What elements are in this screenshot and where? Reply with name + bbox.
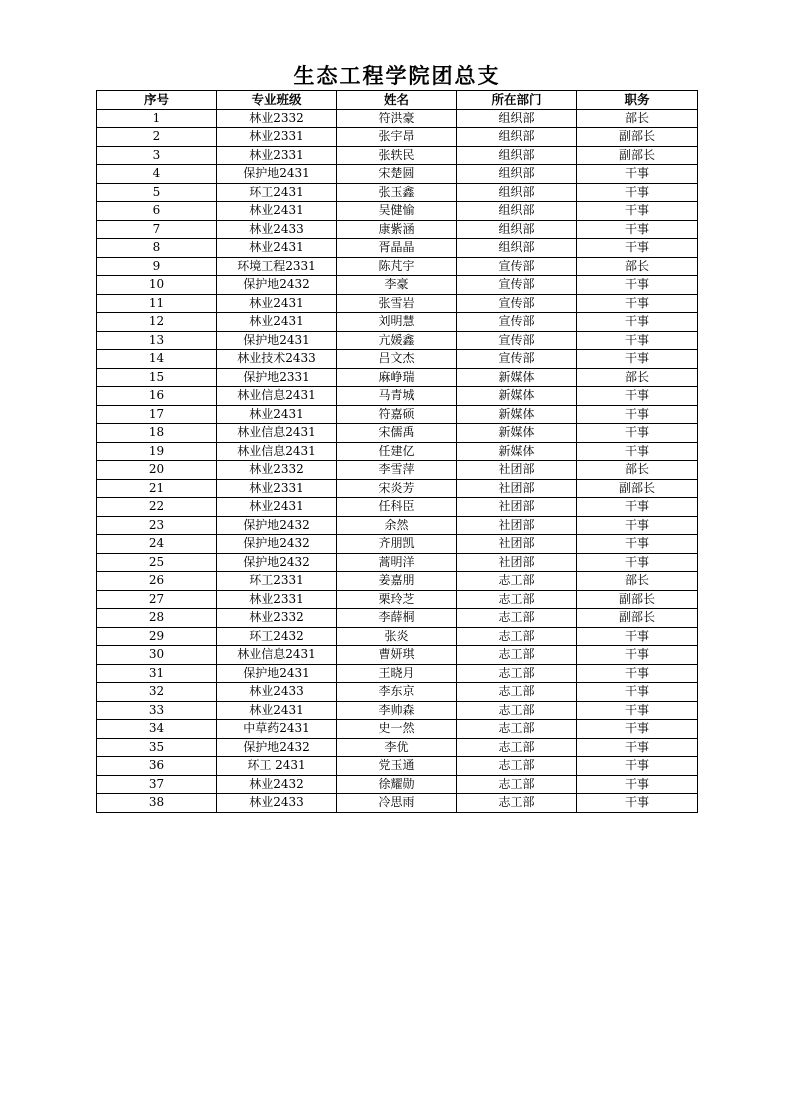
cell-class: 保护地2431 [217, 331, 337, 350]
table-row [97, 498, 698, 517]
cell-name: 李帅森 [337, 701, 457, 720]
table-row [97, 479, 698, 498]
cell-index: 31 [97, 664, 217, 683]
cell-name: 刘明慧 [337, 313, 457, 332]
cell-name: 冷思雨 [337, 794, 457, 813]
cell-class: 林业2433 [217, 794, 337, 813]
cell-index: 10 [97, 276, 217, 295]
cell-position: 部长 [577, 109, 698, 128]
table-row [97, 701, 698, 720]
cell-class: 林业2332 [217, 461, 337, 480]
table-row [97, 794, 698, 813]
cell-class: 保护地2431 [217, 664, 337, 683]
cell-name: 吴健愉 [337, 202, 457, 221]
cell-name: 宋儒禹 [337, 424, 457, 443]
cell-name: 马青城 [337, 387, 457, 406]
cell-position: 干事 [577, 313, 698, 332]
cell-department: 志工部 [457, 664, 577, 683]
table-row [97, 590, 698, 609]
cell-department: 志工部 [457, 609, 577, 628]
table-row [97, 405, 698, 424]
column-header-class: 专业班级 [217, 91, 337, 110]
cell-class: 林业2433 [217, 683, 337, 702]
cell-class: 林业2332 [217, 109, 337, 128]
table-header [97, 91, 698, 110]
cell-class: 林业2431 [217, 701, 337, 720]
cell-index: 24 [97, 535, 217, 554]
cell-department: 组织部 [457, 220, 577, 239]
cell-class: 保护地2432 [217, 516, 337, 535]
cell-department: 志工部 [457, 646, 577, 665]
cell-position: 副部长 [577, 128, 698, 147]
cell-department: 志工部 [457, 720, 577, 739]
cell-position: 干事 [577, 720, 698, 739]
cell-department: 宣传部 [457, 257, 577, 276]
cell-class: 保护地2331 [217, 368, 337, 387]
table-row [97, 276, 698, 295]
cell-class: 保护地2432 [217, 535, 337, 554]
cell-class: 林业2431 [217, 202, 337, 221]
cell-department: 组织部 [457, 146, 577, 165]
cell-name: 李优 [337, 738, 457, 757]
cell-index: 11 [97, 294, 217, 313]
cell-department: 志工部 [457, 757, 577, 776]
cell-class: 环境工程2331 [217, 257, 337, 276]
table-row [97, 683, 698, 702]
cell-index: 26 [97, 572, 217, 591]
cell-name: 胥晶晶 [337, 239, 457, 258]
cell-department: 宣传部 [457, 276, 577, 295]
table-row [97, 368, 698, 387]
cell-class: 林业2431 [217, 313, 337, 332]
table-row [97, 609, 698, 628]
cell-index: 29 [97, 627, 217, 646]
cell-position: 干事 [577, 794, 698, 813]
column-header-name: 姓名 [337, 91, 457, 110]
cell-position: 干事 [577, 442, 698, 461]
cell-class: 保护地2432 [217, 276, 337, 295]
cell-name: 姜嘉朋 [337, 572, 457, 591]
table-row [97, 128, 698, 147]
cell-position: 部长 [577, 461, 698, 480]
table-row [97, 387, 698, 406]
page-title: 生态工程学院团总支 [293, 64, 501, 88]
table-row [97, 720, 698, 739]
cell-position: 干事 [577, 701, 698, 720]
table-row [97, 516, 698, 535]
cell-class: 林业2431 [217, 294, 337, 313]
cell-index: 7 [97, 220, 217, 239]
cell-position: 干事 [577, 553, 698, 572]
cell-class: 林业信息2431 [217, 387, 337, 406]
cell-index: 21 [97, 479, 217, 498]
cell-index: 3 [97, 146, 217, 165]
cell-department: 新媒体 [457, 442, 577, 461]
cell-class: 环工 2431 [217, 757, 337, 776]
cell-name: 徐耀勋 [337, 775, 457, 794]
cell-department: 组织部 [457, 109, 577, 128]
cell-position: 干事 [577, 294, 698, 313]
cell-index: 13 [97, 331, 217, 350]
table-row [97, 146, 698, 165]
cell-name: 符嘉硕 [337, 405, 457, 424]
cell-class: 环工2331 [217, 572, 337, 591]
cell-name: 麻峥瑞 [337, 368, 457, 387]
cell-position: 干事 [577, 350, 698, 369]
cell-index: 1 [97, 109, 217, 128]
cell-name: 张轶民 [337, 146, 457, 165]
table-row [97, 331, 698, 350]
cell-index: 35 [97, 738, 217, 757]
cell-class: 林业2432 [217, 775, 337, 794]
cell-department: 宣传部 [457, 331, 577, 350]
cell-index: 4 [97, 165, 217, 184]
cell-position: 干事 [577, 183, 698, 202]
cell-class: 保护地2431 [217, 165, 337, 184]
cell-index: 14 [97, 350, 217, 369]
cell-name: 蒿明洋 [337, 553, 457, 572]
cell-department: 新媒体 [457, 405, 577, 424]
cell-position: 干事 [577, 498, 698, 517]
cell-department: 社团部 [457, 553, 577, 572]
cell-department: 社团部 [457, 461, 577, 480]
cell-department: 志工部 [457, 590, 577, 609]
cell-class: 林业2331 [217, 146, 337, 165]
cell-department: 组织部 [457, 128, 577, 147]
column-header-position: 职务 [577, 91, 698, 110]
cell-index: 27 [97, 590, 217, 609]
cell-position: 干事 [577, 738, 698, 757]
cell-index: 25 [97, 553, 217, 572]
cell-department: 组织部 [457, 239, 577, 258]
cell-department: 志工部 [457, 775, 577, 794]
cell-name: 李薛桐 [337, 609, 457, 628]
cell-name: 曹妍琪 [337, 646, 457, 665]
cell-name: 王晓月 [337, 664, 457, 683]
cell-class: 环工2432 [217, 627, 337, 646]
cell-department: 宣传部 [457, 313, 577, 332]
cell-department: 志工部 [457, 701, 577, 720]
cell-class: 保护地2432 [217, 738, 337, 757]
cell-department: 组织部 [457, 183, 577, 202]
cell-position: 副部长 [577, 590, 698, 609]
cell-department: 社团部 [457, 516, 577, 535]
cell-class: 林业2431 [217, 405, 337, 424]
cell-position: 副部长 [577, 146, 698, 165]
cell-name: 张雪岩 [337, 294, 457, 313]
cell-department: 组织部 [457, 202, 577, 221]
cell-position: 干事 [577, 664, 698, 683]
cell-index: 22 [97, 498, 217, 517]
cell-department: 志工部 [457, 572, 577, 591]
cell-index: 5 [97, 183, 217, 202]
cell-name: 李豪 [337, 276, 457, 295]
cell-department: 新媒体 [457, 424, 577, 443]
cell-class: 中草药2431 [217, 720, 337, 739]
cell-department: 社团部 [457, 479, 577, 498]
cell-index: 30 [97, 646, 217, 665]
table-row [97, 183, 698, 202]
cell-department: 宣传部 [457, 294, 577, 313]
cell-name: 余然 [337, 516, 457, 535]
table-row [97, 220, 698, 239]
cell-index: 28 [97, 609, 217, 628]
cell-class: 林业2431 [217, 239, 337, 258]
cell-name: 李雪萍 [337, 461, 457, 480]
cell-department: 志工部 [457, 738, 577, 757]
table-row [97, 553, 698, 572]
cell-position: 干事 [577, 387, 698, 406]
table-row [97, 664, 698, 683]
cell-index: 37 [97, 775, 217, 794]
cell-department: 组织部 [457, 165, 577, 184]
cell-name: 吕文杰 [337, 350, 457, 369]
cell-name: 宋楚圆 [337, 165, 457, 184]
cell-index: 36 [97, 757, 217, 776]
cell-name: 张宇昂 [337, 128, 457, 147]
cell-class: 林业信息2431 [217, 424, 337, 443]
cell-position: 干事 [577, 165, 698, 184]
cell-index: 23 [97, 516, 217, 535]
cell-position: 干事 [577, 405, 698, 424]
cell-index: 9 [97, 257, 217, 276]
column-header-index: 序号 [97, 91, 217, 110]
cell-index: 2 [97, 128, 217, 147]
cell-name: 任科臣 [337, 498, 457, 517]
cell-index: 33 [97, 701, 217, 720]
cell-department: 新媒体 [457, 387, 577, 406]
cell-position: 干事 [577, 276, 698, 295]
cell-position: 干事 [577, 516, 698, 535]
cell-index: 18 [97, 424, 217, 443]
cell-position: 干事 [577, 535, 698, 554]
cell-name: 亢媛鑫 [337, 331, 457, 350]
cell-position: 部长 [577, 572, 698, 591]
cell-name: 任建亿 [337, 442, 457, 461]
cell-position: 干事 [577, 202, 698, 221]
column-header-department: 所在部门 [457, 91, 577, 110]
cell-position: 干事 [577, 757, 698, 776]
cell-class: 林业2433 [217, 220, 337, 239]
cell-position: 干事 [577, 683, 698, 702]
cell-index: 6 [97, 202, 217, 221]
table-row [97, 165, 698, 184]
table-row [97, 442, 698, 461]
table-row [97, 239, 698, 258]
cell-department: 志工部 [457, 794, 577, 813]
cell-position: 干事 [577, 220, 698, 239]
cell-department: 宣传部 [457, 350, 577, 369]
header-row [97, 91, 698, 110]
cell-name: 康紫涵 [337, 220, 457, 239]
cell-index: 34 [97, 720, 217, 739]
cell-class: 林业技术2433 [217, 350, 337, 369]
cell-department: 新媒体 [457, 368, 577, 387]
cell-name: 符洪豪 [337, 109, 457, 128]
table-row [97, 646, 698, 665]
cell-position: 副部长 [577, 479, 698, 498]
cell-department: 志工部 [457, 683, 577, 702]
cell-class: 林业2431 [217, 498, 337, 517]
table-row [97, 202, 698, 221]
cell-class: 林业2331 [217, 479, 337, 498]
cell-position: 干事 [577, 331, 698, 350]
cell-name: 李东京 [337, 683, 457, 702]
cell-position: 干事 [577, 627, 698, 646]
cell-class: 环工2431 [217, 183, 337, 202]
cell-position: 副部长 [577, 609, 698, 628]
cell-class: 林业信息2431 [217, 646, 337, 665]
table-row [97, 424, 698, 443]
cell-class: 林业2332 [217, 609, 337, 628]
table-row [97, 294, 698, 313]
cell-index: 16 [97, 387, 217, 406]
cell-name: 张玉鑫 [337, 183, 457, 202]
cell-name: 宋炎芳 [337, 479, 457, 498]
table-row [97, 627, 698, 646]
cell-department: 社团部 [457, 535, 577, 554]
table-row [97, 775, 698, 794]
table-row [97, 738, 698, 757]
table-body [97, 109, 698, 812]
table-row [97, 572, 698, 591]
cell-position: 部长 [577, 368, 698, 387]
table-row [97, 257, 698, 276]
cell-name: 栗玲芝 [337, 590, 457, 609]
cell-name: 史一然 [337, 720, 457, 739]
cell-position: 干事 [577, 424, 698, 443]
cell-position: 干事 [577, 646, 698, 665]
cell-position: 干事 [577, 239, 698, 258]
table-row [97, 350, 698, 369]
cell-index: 12 [97, 313, 217, 332]
cell-class: 林业2331 [217, 128, 337, 147]
cell-name: 齐朋凯 [337, 535, 457, 554]
cell-department: 社团部 [457, 498, 577, 517]
cell-name: 党玉通 [337, 757, 457, 776]
cell-position: 干事 [577, 775, 698, 794]
cell-index: 20 [97, 461, 217, 480]
cell-index: 15 [97, 368, 217, 387]
cell-index: 32 [97, 683, 217, 702]
table-row [97, 535, 698, 554]
cell-name: 张炎 [337, 627, 457, 646]
cell-index: 19 [97, 442, 217, 461]
table-row [97, 313, 698, 332]
cell-index: 8 [97, 239, 217, 258]
table-row [97, 757, 698, 776]
roster-table [96, 90, 698, 813]
cell-class: 林业2331 [217, 590, 337, 609]
cell-class: 林业信息2431 [217, 442, 337, 461]
cell-class: 保护地2432 [217, 553, 337, 572]
cell-index: 38 [97, 794, 217, 813]
cell-position: 部长 [577, 257, 698, 276]
table-row [97, 109, 698, 128]
cell-index: 17 [97, 405, 217, 424]
cell-name: 陈芃宇 [337, 257, 457, 276]
cell-department: 志工部 [457, 627, 577, 646]
table-row [97, 461, 698, 480]
